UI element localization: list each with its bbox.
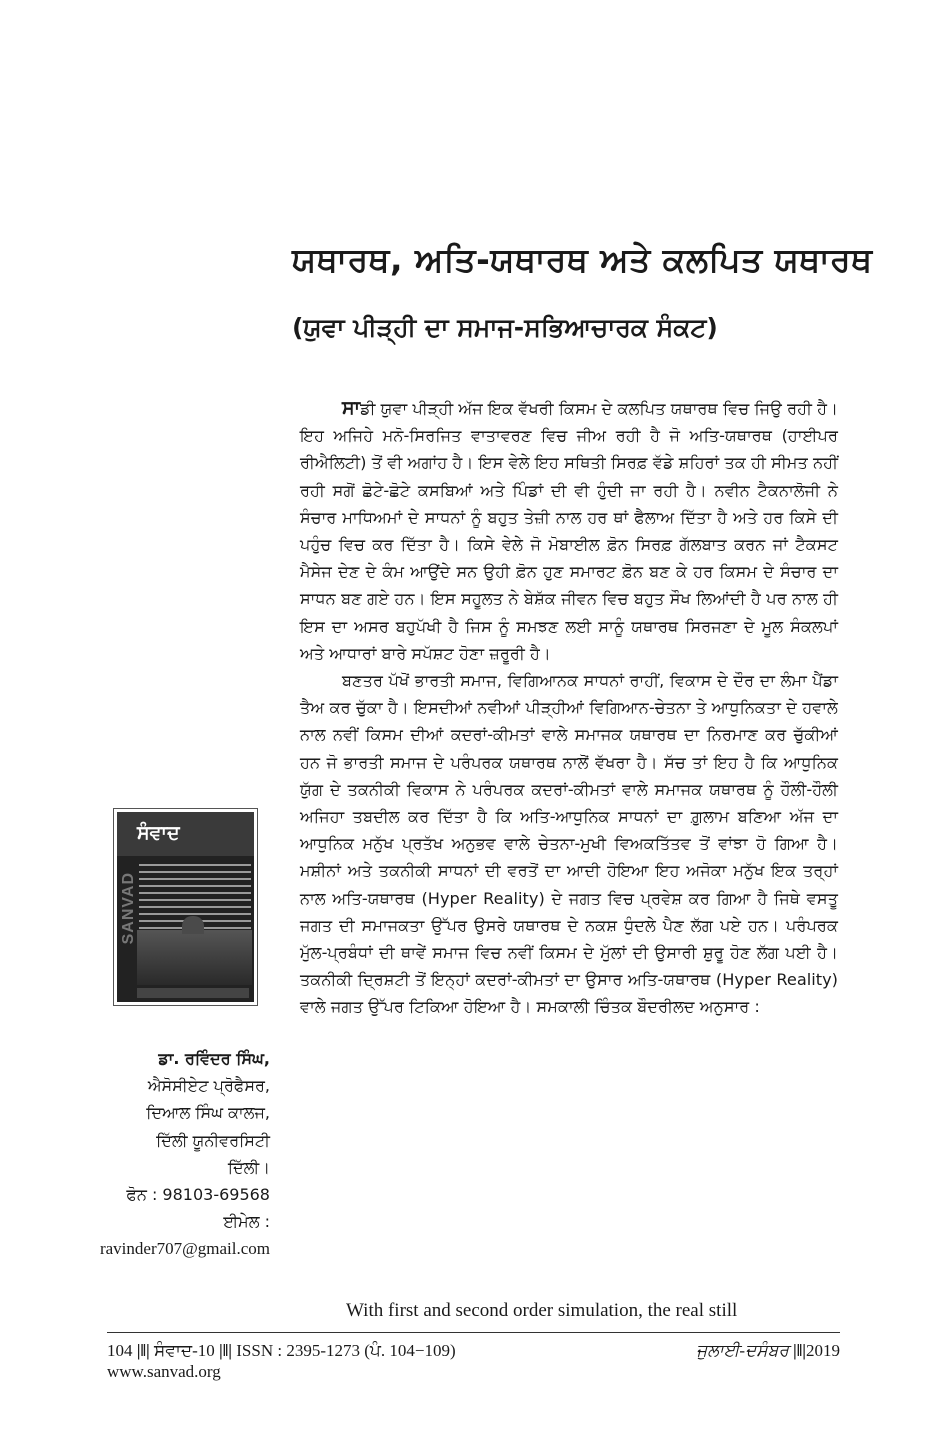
author-name: ਡਾ. ਰਵਿੰਦਰ ਸਿੰਘ,	[158, 1049, 270, 1068]
footer-separator: |‖|	[793, 1341, 806, 1360]
issue-period: ਜੁਲਾਈ-ਦਸੰਬਰ	[696, 1341, 789, 1360]
author-email[interactable]: ravinder707@gmail.com	[99, 1239, 270, 1259]
author-city: ਦਿੱਲੀ।	[227, 1157, 270, 1177]
journal-cover-image	[113, 808, 258, 1006]
paragraph-1-text: ਡੀ ਯੁਵਾ ਪੀੜ੍ਹੀ ਅੱਜ ਇਕ ਵੱਖਰੀ ਕਿਸਮ ਦੇ ਕਲਪਿਤ ਯਥਾਰਥ ਵਿਚ ਜਿਉ ਰਹੀ ਹੈ। ਇਹ ਅਜਿਹੇ ਮਨੋ-ਸਿਰਜਿਤ ਵਾਤਾਵਰਣ ਵਿਚ ਜੀਅ ਰਹੀ ਹੈ ਜੋ ਅਤਿ-ਯਥਾਰਥ (ਹਾਈਪਰ ਰੀਐਲਿਟੀ) ਤੋਂ ਵੀ ਅਗਾਂਹ ਹੈ। ਇਸ ਵੇਲੇ ਇਹ ਸਥਿਤੀ ਸਿਰਫ਼ ਵੱਡੇ ਸ਼ਹਿਰਾਂ ਤਕ ਹੀ ਸੀਮਤ ਨਹੀਂ ਰਹੀ ਸਗੋਂ ਛੋਟੇ-ਛੋਟੇ ਕਸਬਿਆਂ ਅਤੇ ਪਿੰਡਾਂ ਦੀ ਵੀ ਹੁੰਦੀ ਜਾ ਰਹੀ ਹੈ। ਨਵੀਨ ਟੈਕਨਾਲੋਜੀ ਨੇ ਸੰਚਾਰ ਮਾਧਿਅਮਾਂ ਦੇ ਸਾਧਨਾਂ ਨੂੰ ਬਹੁਤ ਤੇਜ਼ੀ ਨਾਲ ਹਰ ਥਾਂ ਫੈਲਾਅ ਦਿੱਤਾ ਹੈ ਅਤੇ ਹਰ ਕਿਸੇ ਦੀ ਪਹੁੰਚ ਵਿਚ ਕਰ ਦਿੱਤਾ ਹੈ। ਕਿਸੇ ਵੇਲੇ ਜੋ ਮੋਬਾਈਲ ਫ਼ੋਨ ਸਿਰਫ਼ ਗੱਲਬਾਤ ਕਰਨ ਜਾਂ ਟੈਕਸਟ ਮੈਸੇਜ ਦੇਣ ਦੇ ਕੰਮ ਆਉਂਦੇ ਸਨ ਉਹੀ ਫ਼ੋਨ ਹੁਣ ਸਮਾਰਟ ਫ਼ੋਨ ਬਣ ਕੇ ਹਰ ਕਿਸਮ ਦੇ ਸੰਚਾਰ ਦਾ ਸਾਧਨ ਬਣ ਗਏ ਹਨ। ਇਸ ਸਹੂਲਤ ਨੇ ਬੇਸ਼ੱਕ ਜੀਵਨ ਵਿਚ ਬਹੁਤ ਸੌਖ ਲਿਆਂਦੀ ਹੈ ਪਰ ਨਾਲ ਹੀ ਇਸ ਦਾ ਅਸਰ ਬਹੁਪੱਖੀ ਹੈ ਜਿਸ ਨੂੰ ਸਮਝਣ ਲਈ ਸਾਨੂੰ ਯਥਾਰਥ ਸਿਰਜਣਾ ਦੇ ਮੂਲ ਸੰਕਲਪਾਂ ਅਤੇ ਆਧਾਰਾਂ ਬਾਰੇ ਸਪੱਸ਼ਟ ਹੋਣਾ ਜ਼ਰੂਰੀ ਹੈ।	[300, 399, 838, 663]
author-info	[90, 1045, 270, 1263]
footer-separator: |‖|	[219, 1341, 232, 1360]
author-email-label: ਈਮੇਲ :	[223, 1212, 270, 1232]
article-body	[300, 395, 838, 1021]
cover-footer-band	[137, 988, 249, 998]
page-number: 104	[107, 1341, 133, 1360]
journal-issue: ਸੰਵਾਦ-10	[154, 1341, 215, 1360]
cover-building-photo	[137, 930, 252, 985]
issn: ISSN : 2395-1273 (ਪੰ. 104−109)	[236, 1341, 456, 1360]
issue-year: 2019	[806, 1341, 840, 1360]
author-university: ਦਿੱਲੀ ਯੂਨੀਵਰਸਿਟੀ	[156, 1130, 270, 1150]
paragraph-1	[300, 395, 838, 667]
article-subtitle: (ਯੁਵਾ ਪੀੜ੍ਹੀ ਦਾ ਸਮਾਜ-ਸਭਿਆਚਾਰਕ ਸੰਕਟ)	[292, 313, 718, 342]
article-title: ਯਥਾਰਥ, ਅਤਿ-ਯਥਾਰਥ ਅਤੇ ਕਲਪਿਤ ਯਥਾਰਥ	[292, 240, 873, 279]
author-phone: ਫੋਨ : 98103-69568	[126, 1185, 270, 1205]
footer-rule	[107, 1332, 840, 1333]
website-link[interactable]: www.sanvad.org	[107, 1362, 221, 1381]
footer-separator: |‖|	[136, 1341, 150, 1360]
cover-side-text: SANVAD	[120, 872, 137, 945]
author-designation: ਐਸੋਸੀਏਟ ਪ੍ਰੋਫੈਸਰ,	[147, 1076, 270, 1096]
english-quote: With first and second order simulation, the real still	[346, 1300, 738, 1321]
author-college: ਦਿਆਲ ਸਿੰਘ ਕਾਲਜ,	[146, 1103, 270, 1123]
cover-logo: ਸੰਵਾਦ	[137, 822, 180, 844]
paragraph-2: ਬਣਤਰ ਪੱਖੋਂ ਭਾਰਤੀ ਸਮਾਜ, ਵਿਗਿਆਨਕ ਸਾਧਨਾਂ ਰਾਹੀਂ, ਵਿਕਾਸ ਦੇ ਦੌਰ ਦਾ ਲੰਮਾ ਪੈਂਡਾ ਤੈਅ ਕਰ ਚੁੱਕਾ ਹੈ। ਇਸਦੀਆਂ ਨਵੀਆਂ ਪੀੜ੍ਹੀਆਂ ਵਿਗਿਆਨ-ਚੇਤਨਾ ਤੇ ਆਧੁਨਿਕਤਾ ਦੇ ਹਵਾਲੇ ਨਾਲ ਨਵੀਂ ਕਿਸਮ ਦੀਆਂ ਕਦਰਾਂ-ਕੀਮਤਾਂ ਵਾਲੇ ਸਮਾਜਕ ਯਥਾਰਥ ਦਾ ਨਿਰਮਾਣ ਕਰ ਚੁੱਕੀਆਂ ਹਨ ਜੋ ਭਾਰਤੀ ਸਮਾਜ ਦੇ ਪਰੰਪਰਕ ਯਥਾਰਥ ਨਾਲੋਂ ਵੱਖਰਾ ਹੈ। ਸੱਚ ਤਾਂ ਇਹ ਹੈ ਕਿ ਆਧੁਨਿਕ ਯੁੱਗ ਦੇ ਤਕਨੀਕੀ ਵਿਕਾਸ ਨੇ ਪਰੰਪਰਕ ਕਦਰਾਂ-ਕੀਮਤਾਂ ਵਾਲੇ ਸਮਾਜਕ ਯਥਾਰਥ ਨੂੰ ਹੌਲੀ-ਹੌਲੀ ਅਜਿਹਾ ਤਬਦੀਲ ਕਰ ਦਿੱਤਾ ਹੈ ਕਿ ਅਤਿ-ਆਧੁਨਿਕ ਸਾਧਨਾਂ ਦਾ ਗ਼ੁਲਾਮ ਬਣਿਆ ਅੱਜ ਦਾ ਆਧੁਨਿਕ ਮਨੁੱਖ ਪ੍ਰਤੱਖ ਅਨੁਭਵ ਵਾਲੇ ਚੇਤਨਾ-ਮੁਖੀ ਵਿਅਕਤਿੱਤਵ ਤੋਂ ਵਾਂਝਾ ਹੋ ਗਿਆ ਹੈ। ਮਸ਼ੀਨਾਂ ਅਤੇ ਤਕਨੀਕੀ ਸਾਧਨਾਂ ਦੀ ਵਰਤੋਂ ਦਾ ਆਦੀ ਹੋਇਆ ਇਹ ਅਜੋਕਾ ਮਨੁੱਖ ਇਕ ਤਰ੍ਹਾਂ ਨਾਲ ਅਤਿ-ਯਥਾਰਥ (Hyper Reality) ਦੇ ਜਗਤ ਵਿਚ ਪ੍ਰਵੇਸ਼ ਕਰ ਗਿਆ ਹੈ ਜਿਥੇ ਵਸਤੂ ਜਗਤ ਦੀ ਸਮਾਜਕਤਾ ਉੱਪਰ ਉਸਰੇ ਯਥਾਰਥ ਦੇ ਨਕਸ਼ ਧੁੰਦਲੇ ਪੈਣ ਲੱਗ ਪਏ ਹਨ। ਪਰੰਪਰਕ ਮੁੱਲ-ਪ੍ਰਬੰਧਾਂ ਦੀ ਥਾਵੇਂ ਸਮਾਜ ਵਿਚ ਨਵੀਂ ਕਿਸਮ ਦੇ ਮੁੱਲਾਂ ਦੀ ਉਸਾਰੀ ਸ਼ੁਰੂ ਹੋਣ ਲੱਗ ਪਈ ਹੈ। ਤਕਨੀਕੀ ਦ੍ਰਿਸ਼ਟੀ ਤੋਂ ਇਨ੍ਹਾਂ ਕਦਰਾਂ-ਕੀਮਤਾਂ ਦਾ ਉਸਾਰ ਅਤਿ-ਯਥਾਰਥ (Hyper Reality) ਵਾਲੇ ਜਗਤ ਉੱਪਰ ਟਿਕਿਆ ਹੋਇਆ ਹੈ। ਸਮਕਾਲੀ ਚਿੰਤਕ ਬੌਦਰੀਲਦ ਅਨੁਸਾਰ :	[300, 671, 838, 1017]
dropcap: ਸਾ	[342, 397, 361, 419]
